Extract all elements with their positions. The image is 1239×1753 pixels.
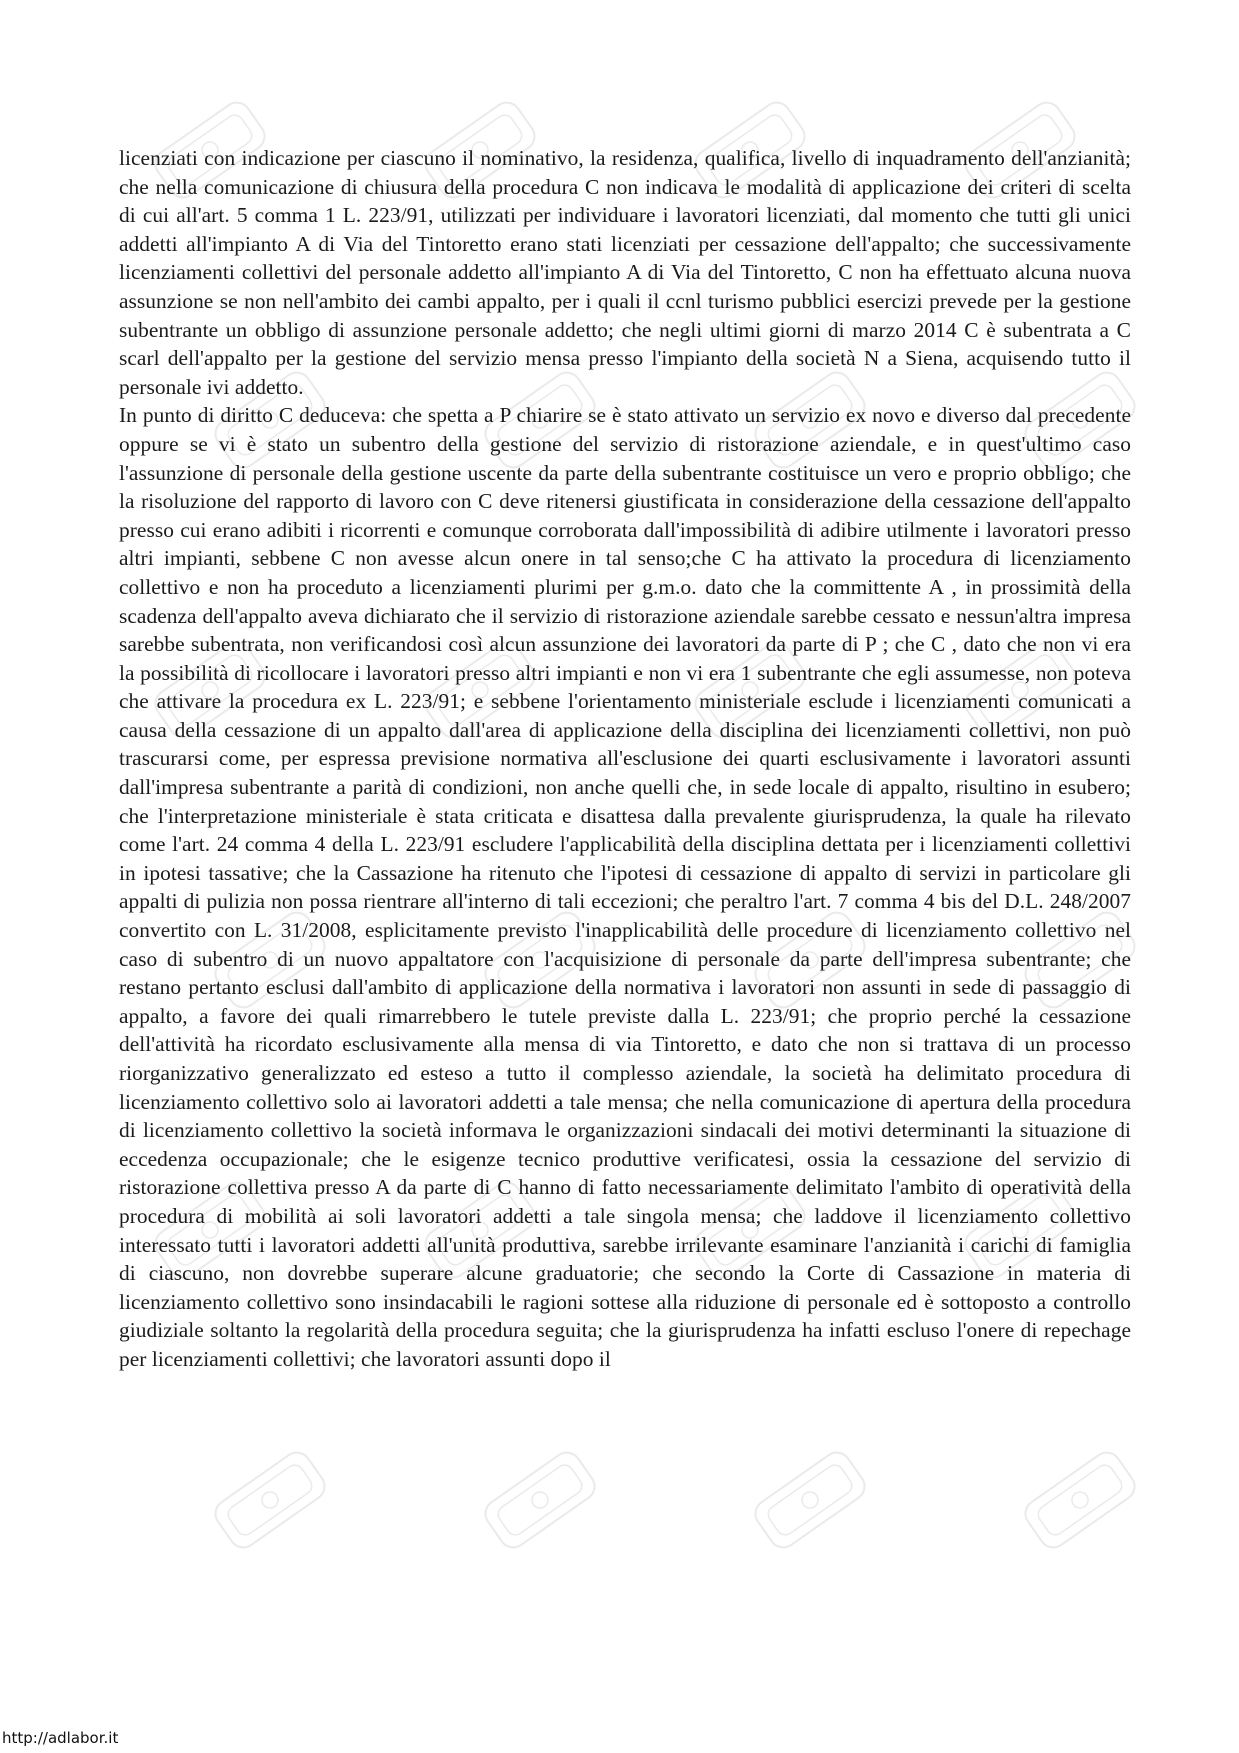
watermark-stamp-icon [480, 1447, 600, 1553]
document-body [119, 144, 1131, 1374]
watermark-stamp-icon [750, 1447, 870, 1553]
watermark-stamp-icon [210, 1447, 330, 1553]
paragraph-facts: licenziati con indicazione per ciascuno il nominativo, la residenza, qualifica, livello di inquadramento dell'anzianità; che nella comunicazione di chiusura della procedura C non indicava le modalità di applicazione dei criteri di scelta di cui all'art. 5 comma 1 L. 223/91, utilizzati per individuare i lavoratori licenziati, dal momento che tutti gli unici addetti all'impianto A di Via del Tintoretto erano stati licenziati per cessazione dell'appalto; che successivamente licenziamenti collettivi del personale addetto all'impianto A di Via del Tintoretto, C non ha effettuato alcuna nuova assunzione se non nell'ambito dei cambi appalto, per i quali il ccnl turismo pubblici esercizi prevede per la gestione subentrante un obbligo di assunzione personale addetto; che negli ultimi giorni di marzo 2014 C è subentrata a C scarl dell'appalto per la gestione del servizio mensa presso l'impianto della società N a Siena, acquisendo tutto il personale ivi addetto. [119, 146, 1131, 399]
watermark-stamp-icon [1020, 1447, 1140, 1553]
paragraph-legal-arguments: In punto di diritto C deduceva: che spetta a P chiarire se è stato attivato un servizio ex novo e diverso dal precedente oppure se vi è stato un subentro della gestione del servizio di ristorazione aziendale, e in quest'ultimo caso l'assunzione di personale della gestione uscente da parte della subentrante costituisce un vero e proprio obbligo; che la risoluzione del rapporto di lavoro con C deve ritenersi giustificata in considerazione della cessazione dell'appalto presso cui erano adibiti i ricorrenti e comunque corroborata dall'impossibilità di adibire utilmente i lavoratori presso altri impianti, sebbene C non avesse alcun onere in tal senso;che C ha attivato la procedura di licenziamento collettivo e non ha proceduto a licenziamenti plurimi per g.m.o. dato che la committente A , in prossimità della scadenza dell'appalto aveva dichiarato che il servizio di ristorazione aziendale sarebbe cessato e nessun'altra impresa sarebbe subentrata, non verificandosi così alcun assunzione dei lavoratori da parte di P ; che C , dato che non vi era la possibilità di ricollocare i lavoratori presso altri impianti e non vi era 1 subentrante che egli assumesse, non poteva che attivare la procedura ex L. 223/91; e sebbene l'orientamento ministeriale esclude i licenziamenti comunicati a causa della cessazione di un appalto dall'area di applicazione della disciplina dei licenziamenti collettivi, non può trascurarsi come, per espressa previsione normativa all'esclusione dei quarti esclusivamente i lavoratori assunti dall'impresa subentrante a parità di condizioni, non anche quelli che, in sede locale di appalto, risultino in esubero; che l'interpretazione ministeriale è stata criticata e disattesa dalla prevalente giurisprudenza, la quale ha rilevato come l'art. 24 comma 4 della L. 223/91 escludere l'applicabilità della disciplina dettata per i licenziamenti collettivi in ipotesi tassative; che la Cassazione ha ritenuto che l'ipotesi di cessazione di appalto di servizi in particolare gli appalti di pulizia non possa rientrare all'interno di tali eccezioni; che peraltro l'art. 7 comma 4 bis del D.L. 248/2007 convertito con L. 31/2008, esplicitamente previsto l'inapplicabilità delle procedure di licenziamento collettivo nel caso di subentro di un nuovo appaltatore con l'acquisizione di personale da parte dell'impresa subentrante; che restano pertanto esclusi dall'ambito di applicazione della normativa i lavoratori non assunti in sede di passaggio di appalto, a favore dei quali rimarrebbero le tutele previste dalla L. 223/91; che proprio perché la cessazione dell'attività ha ricordato esclusivamente alla mensa di via Tintoretto, e dato che non si trattava di un processo riorganizzativo generalizzato ed esteso a tutto il complesso aziendale, la società ha delimitato procedura di licenziamento collettivo solo ai lavoratori addetti a tale mensa; che nella comunicazione di apertura della procedura di licenziamento collettivo la società informava le organizzazioni sindacali dei motivi determinanti la situazione di eccedenza occupazionale; che le esigenze tecnico produttive verificatesi, ossia la cessazione del servizio di ristorazione collettiva presso A da parte di C hanno di fatto necessariamente delimitato l'ambito di operatività della procedura di mobilità ai soli lavoratori addetti a tale singola mensa; che laddove il licenziamento collettivo interessato tutti i lavoratori addetti all'unità produttiva, sarebbe irrilevante esaminare l'anzianità i carichi di famiglia di ciascuno, non dovrebbe superare alcune graduatorie; che secondo la Corte di Cassazione in materia di licenziamento collettivo sono insindacabili le ragioni sottese alla riduzione di personale ed è sottoposto a controllo giudiziale soltanto la regolarità della procedura seguita; che la giurisprudenza ha infatti escluso l'onere di repechage per licenziamenti collettivi; che lavoratori assunti dopo il [119, 403, 1131, 1371]
footer-source-link[interactable]: http://adlabor.it [2, 1729, 119, 1747]
